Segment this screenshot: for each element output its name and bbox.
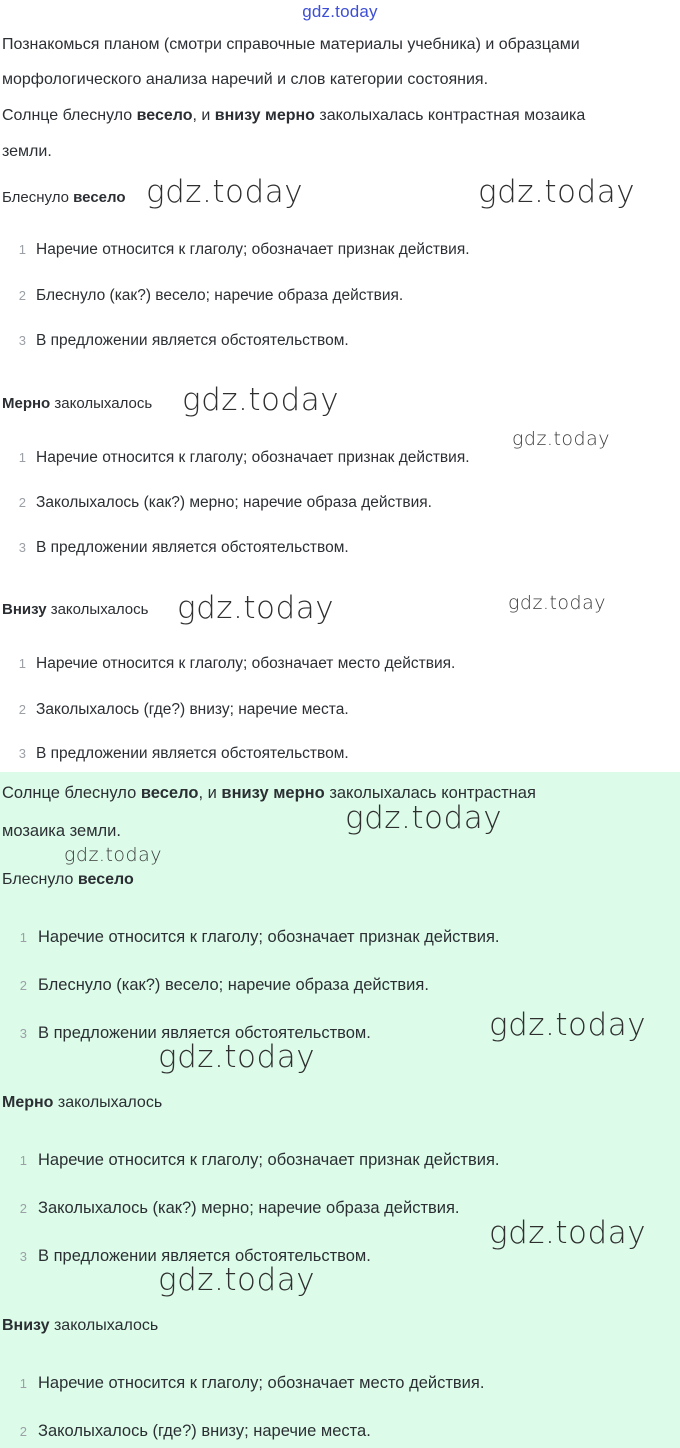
watermark: gdz.today — [182, 382, 340, 418]
list-number: 3 — [19, 1026, 27, 1041]
list-number: 1 — [19, 930, 27, 945]
watermark: gdz.today — [64, 844, 162, 866]
list-item: Заколыхалось (как?) мерно; наречие образа действия. — [36, 494, 432, 511]
heading-text: заколыхалось — [53, 1094, 163, 1111]
list-number: 2 — [19, 1201, 27, 1216]
list-number: 3 — [18, 333, 26, 348]
list-number: 1 — [18, 450, 26, 465]
list-item: В предложении является обстоятельством. — [38, 1024, 371, 1042]
heading-bold-word: Мерно — [2, 1094, 54, 1111]
list-item: Наречие относится к глаголу; обозначает признак действия. — [38, 1151, 500, 1169]
sentence-line-2: земли. — [2, 143, 52, 160]
watermark: gdz.today — [512, 428, 610, 450]
section-heading — [2, 188, 126, 208]
section-heading — [2, 1093, 162, 1113]
list-item: В предложении является обстоятельством. — [36, 539, 349, 556]
list-number: 3 — [19, 1249, 27, 1264]
list-number: 2 — [19, 1424, 27, 1439]
heading-text: заколыхалось — [50, 395, 153, 412]
watermark: gdz.today — [158, 1039, 316, 1075]
list-item: Заколыхалось (где?) внизу; наречие места. — [36, 701, 349, 718]
list-item: Блеснуло (как?) весело; наречие образа действия. — [36, 287, 404, 304]
sentence-text: заколыхалась контрастная мозаика — [314, 107, 586, 124]
list-item: Заколыхалось (как?) мерно; наречие образа действия. — [38, 1199, 460, 1217]
intro-line-1: Познакомься планом (смотри справочные материалы учебника) и образцами — [2, 36, 580, 53]
watermark: gdz.today — [478, 174, 636, 210]
list-number: 2 — [19, 978, 27, 993]
section-heading — [2, 600, 148, 620]
sentence-text: , и — [198, 784, 222, 802]
heading-text: заколыхалось — [46, 601, 149, 618]
heading-bold-word: Внизу — [2, 601, 47, 618]
sentence-bold-word: весело — [140, 784, 199, 802]
list-item: Заколыхалось (где?) внизу; наречие места. — [38, 1422, 371, 1440]
list-number: 1 — [19, 1153, 27, 1168]
heading-bold-word: Внизу — [2, 1317, 50, 1334]
sentence-text: Солнце блеснуло — [2, 784, 141, 802]
list-item: В предложении является обстоятельством. — [36, 745, 349, 762]
section-heading — [2, 394, 152, 414]
watermark: gdz.today — [345, 800, 503, 836]
list-item: Блеснуло (как?) весело; наречие образа действия. — [38, 976, 429, 994]
list-item: В предложении является обстоятельством. — [38, 1247, 371, 1265]
watermark: gdz.today — [508, 592, 606, 614]
list-number: 1 — [18, 242, 26, 257]
heading-bold-word: весело — [77, 871, 134, 888]
sentence-text: , и — [192, 107, 215, 124]
list-number: 2 — [18, 702, 26, 717]
list-number: 2 — [18, 288, 26, 303]
heading-text: Блеснуло — [2, 871, 78, 888]
green-sentence-line-1 — [2, 782, 536, 804]
sentence-bold-word: внизу мерно — [214, 107, 315, 124]
list-item: Наречие относится к глаголу; обозначает признак действия. — [36, 241, 470, 258]
list-item: В предложении является обстоятельством. — [36, 332, 349, 349]
sentence-bold-word: внизу мерно — [221, 784, 325, 802]
list-item: Наречие относится к глаголу; обозначает место действия. — [38, 1374, 485, 1392]
list-number: 1 — [19, 1376, 27, 1391]
header-watermark: gdz.today — [302, 2, 378, 21]
heading-text: заколыхалось — [49, 1317, 159, 1334]
sentence-line-1 — [2, 105, 585, 127]
watermark: gdz.today — [158, 1262, 316, 1298]
list-item: Наречие относится к глаголу; обозначает признак действия. — [36, 449, 470, 466]
watermark: gdz.today — [146, 174, 304, 210]
list-number: 3 — [18, 540, 26, 555]
heading-bold-word: Мерно — [2, 395, 51, 412]
intro-line-2: морфологического анализа наречий и слов категории состояния. — [2, 71, 489, 88]
green-sentence-line-2: мозаика земли. — [2, 822, 121, 840]
watermark: gdz.today — [489, 1215, 647, 1251]
section-heading — [2, 870, 134, 890]
sentence-text: Солнце блеснуло — [2, 107, 137, 124]
list-item: Наречие относится к глаголу; обозначает признак действия. — [38, 928, 500, 946]
heading-text: Блеснуло — [2, 189, 74, 206]
watermark: gdz.today — [177, 590, 335, 626]
heading-bold-word: весело — [73, 189, 126, 206]
sentence-text: заколыхалась контрастная — [324, 784, 536, 802]
watermark: gdz.today — [489, 1007, 647, 1043]
list-number: 3 — [18, 746, 26, 761]
list-number: 1 — [18, 656, 26, 671]
section-heading — [2, 1316, 158, 1336]
sentence-bold-word: весело — [136, 107, 193, 124]
list-item: Наречие относится к глаголу; обозначает место действия. — [36, 655, 456, 672]
list-number: 2 — [18, 495, 26, 510]
